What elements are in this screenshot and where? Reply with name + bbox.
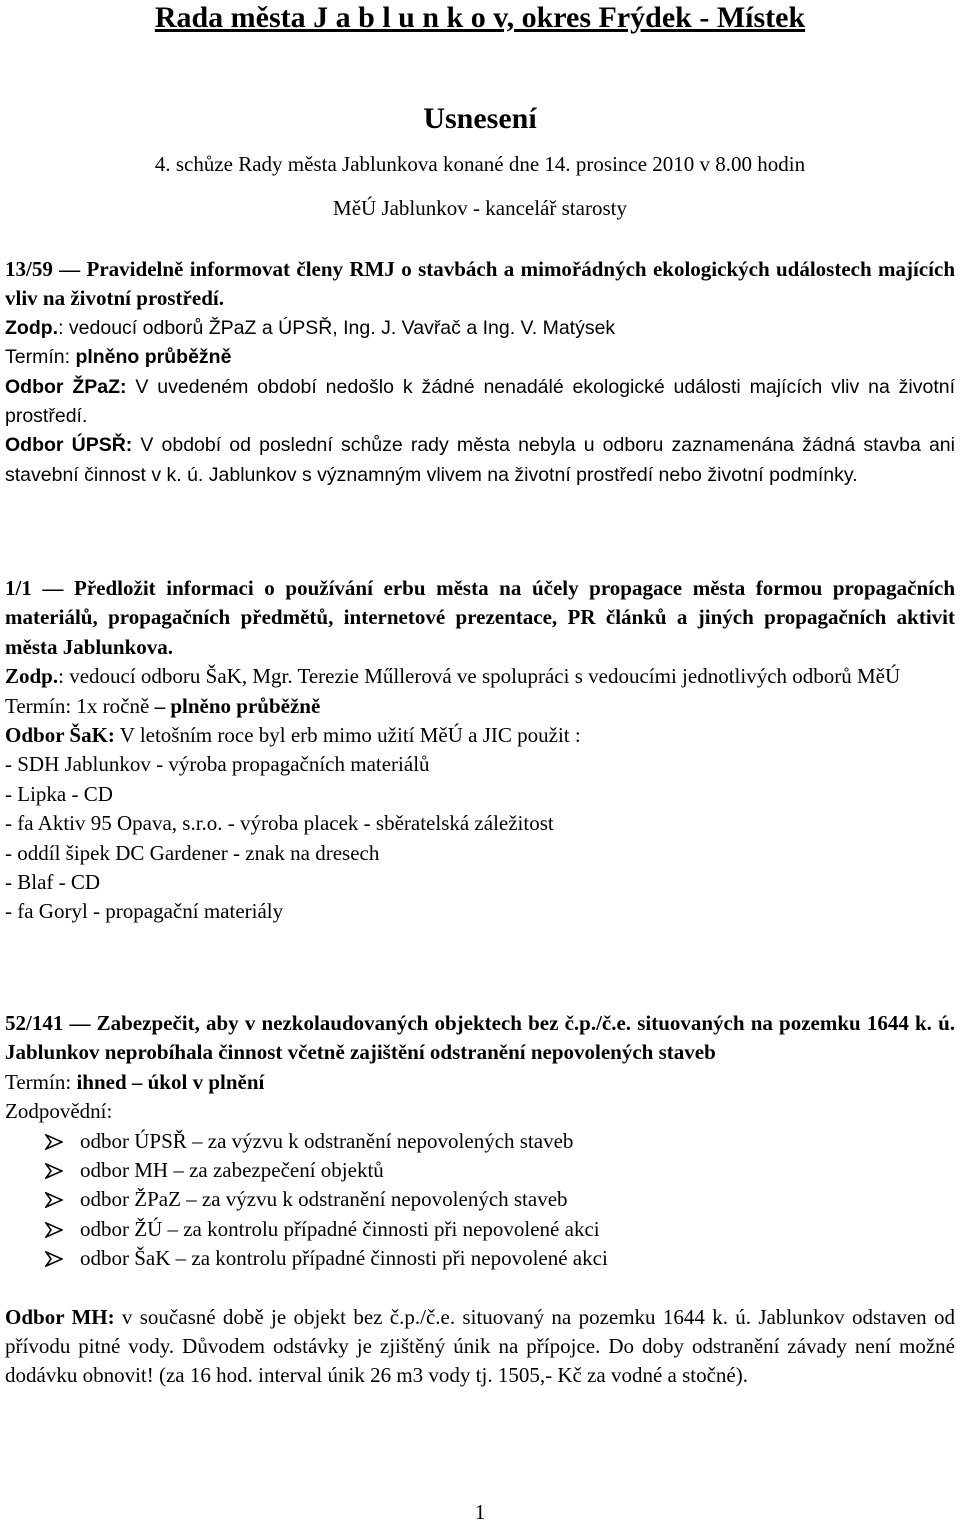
list-item [5,1215,955,1244]
mh-label: Odbor MH: [5,1304,115,1329]
list-item: - fa Goryl - propagační materiály [5,899,284,924]
task-text [5,255,955,314]
term-line [5,1068,955,1097]
responsibility-line [5,314,955,343]
arrow-bullet-icon [45,1222,63,1238]
list-item: - Blaf - CD [5,870,101,895]
place-line: MěÚ Jablunkov - kancelář starosty [333,196,627,220]
task-text [5,1009,955,1068]
list-item [5,1244,955,1273]
task-bold: 13/59 — Pravidelně informovat členy RMJ o stavbách a mimořádných ekologických událostech majících vliv na životní prostředí. [5,257,955,311]
list-item: - oddíl šipek DC Gardener - znak na dresech [5,840,380,865]
task-bold: 52/141 — Zabezpečit, aby v nezkolaudovaných objektech bez č.p./č.e. situovaných na pozemku 1644 k. ú. Jablunkov neprobíhala činnost včetně zajištění odstranění nepovolených staveb [5,1011,955,1065]
term-value: – plněno průběžně [154,693,321,718]
resolution-52-141 [5,1009,955,1391]
list-item-text: odbor ÚPSŘ – za výzvu k odstranění nepovolených staveb [80,1128,574,1153]
responsibility-line [5,662,955,691]
list-item-text: odbor MH – za zabezpečení objektů [80,1158,384,1183]
task-text [5,574,955,662]
sak-text: V letošním roce byl erb mimo užití MěÚ a JIC použit : [114,723,581,748]
list-item: - Lipka - CD [5,781,113,806]
term-label: Termín: 1x ročně [5,693,155,718]
resolution-1-1 [5,574,955,927]
term-label: Termín: [5,1069,77,1094]
term-value: ihned – úkol v plnění [76,1069,265,1094]
list-item-text: odbor ŠaK – za kontrolu případné činnosti při nepovolené akci [80,1246,608,1271]
list-item: - SDH Jablunkov - výroba propagačních materiálů [5,752,430,777]
upsr-text: V období od poslední schůze rady města nebyla u odboru zaznamenána žádná stavba ani stavební činnost v k. ú. Jablunkov s významným vlivem na životní prostředí nebo životní podmínky. [5,434,955,486]
arrow-bullet-icon [45,1134,63,1150]
mh-report [5,1303,955,1391]
resp-text: : vedoucí odborů ŽPaZ a ÚPSŘ, Ing. J. Vavřač a Ing. V. Matýsek [58,316,616,339]
responsibles-heading: Zodpovědní: [5,1099,113,1124]
responsibles-list [5,1127,955,1274]
upsr-report [5,431,955,490]
list-item-text: odbor ŽPaZ – za výzvu k odstranění nepovolených staveb [80,1187,568,1212]
meeting-line: 4. schůze Rady města Jablunkova konané dne 14. prosince 2010 v 8.00 hodin [154,152,806,176]
document-heading: Usnesení [423,102,537,135]
list-item [5,1156,955,1185]
term-line [5,343,955,372]
arrow-bullet-icon [45,1251,63,1267]
document-title: Rada města J a b l u n k o v, okres Frýdek - Místek [154,1,806,34]
arrow-bullet-icon [45,1163,63,1179]
resp-label: Zodp. [5,316,59,339]
resp-text: : vedoucí odboru ŠaK, Mgr. Terezie Műllerová ve spolupráci s vedoucími jednotlivých odborů MěÚ [58,664,901,689]
term-value: plněno průběžně [75,346,232,369]
sak-label: Odbor ŠaK: [5,723,115,748]
zpaz-label: Odbor ŽPaZ: [5,375,127,398]
usage-list [5,750,955,926]
task-bold: 1/1 — Předložit informaci o používání erbu města na účely propagace města formou propagačních materiálů, propagačních předmětů, internetové prezentace, PR článků a jiných propagačních aktivit města Jablunkova. [5,576,955,659]
sak-report [5,721,955,750]
page-number: 1 [474,1500,486,1524]
term-line [5,692,955,721]
list-item: - fa Aktiv 95 Opava, s.r.o. - výroba placek - sběratelská záležitost [5,811,554,836]
arrow-bullet-icon [45,1192,63,1208]
list-item [5,1185,955,1214]
resolution-13-59 [5,255,955,490]
zpaz-text: V uvedeném období nedošlo k žádné nenadálé ekologické události majících vliv na životní prostředí. [5,375,956,428]
list-item [5,1127,955,1156]
list-item-text: odbor ŽÚ – za kontrolu případné činnosti při nepovolené akci [80,1216,600,1241]
upsr-label: Odbor ÚPSŘ: [5,434,133,457]
zpaz-report [5,373,955,432]
resp-label: Zodp. [5,664,59,689]
mh-text: v současné době je objekt bez č.p./č.e. situovaný na pozemku 1644 k. ú. Jablunkov odstaven od přívodu pitné vody. Důvodem odstávky je zjištěný únik na přípojce. Do doby odstranění závady není možné dodávku obnovit! (za 16 hod. interval únik 26 m3 vody tj. 1505,- Kč za vodné a stočné). [5,1304,955,1388]
term-label: Termín: [5,346,76,369]
